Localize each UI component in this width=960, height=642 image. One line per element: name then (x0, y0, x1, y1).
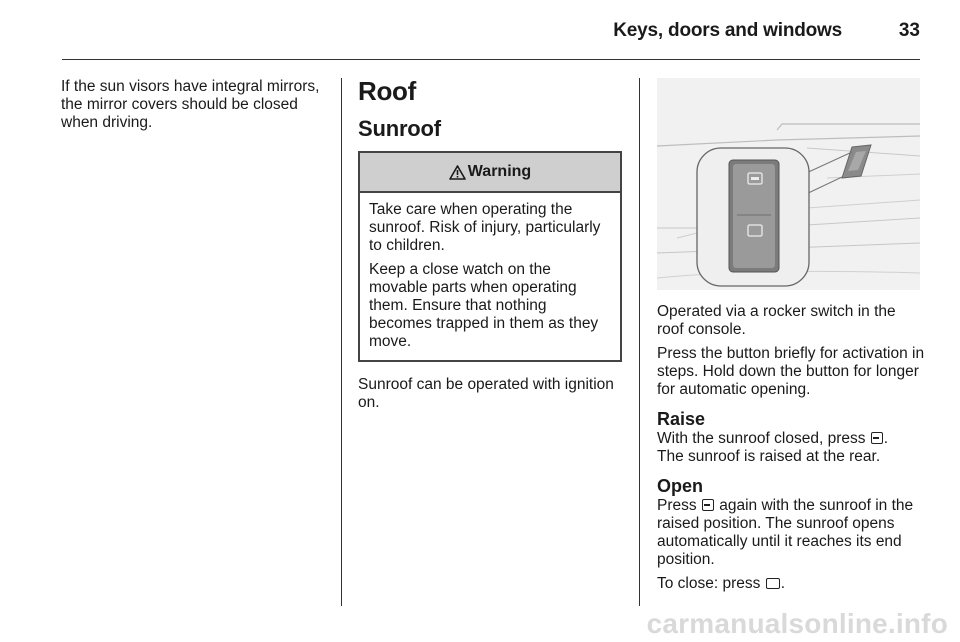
raise-button-icon (702, 499, 714, 511)
activation-paragraph: Press the button briefly for activation in steps. Hold down the button for longer for automatic opening. (657, 345, 925, 398)
open-text-start: Press (657, 497, 701, 514)
raise-text-end: . (883, 430, 889, 447)
column-right (657, 78, 925, 599)
header-rule (62, 59, 920, 60)
rocker-switch-illustration-icon (657, 78, 920, 290)
close-text-start: To close: press (657, 575, 765, 592)
page-number: 33 (898, 20, 920, 41)
warning-box (358, 151, 622, 362)
watermark: carmanualsonline.info (646, 608, 948, 639)
open-heading: Open (657, 476, 704, 496)
warning-paragraph-2: Keep a close watch on the movable parts when operating them. Ensure that nothing becomes trapped in them as they move. (369, 261, 599, 350)
open-text-end: again with the sunroof in the raised position. The sunroof opens automatically until it reaches its end position. (657, 497, 914, 568)
raise-paragraph (657, 430, 925, 466)
rocker-switch-figure (657, 78, 920, 290)
column-left (61, 78, 333, 138)
close-paragraph (657, 575, 925, 593)
raise-result-text: The sunroof is raised at the rear. (657, 448, 881, 465)
raise-heading: Raise (657, 409, 706, 429)
column-divider-left (341, 78, 342, 606)
section-title: Keys, doors and windows (613, 20, 842, 41)
raise-button-icon (871, 432, 883, 444)
column-divider-right (639, 78, 640, 606)
open-paragraph (657, 497, 925, 569)
warning-title: Warning (467, 163, 532, 180)
column-middle (358, 76, 624, 418)
raise-text-start: With the sunroof closed, press (657, 430, 870, 447)
ignition-paragraph: Sunroof can be operated with ignition on. (358, 376, 614, 411)
roof-heading: Roof (358, 76, 416, 106)
warning-body (360, 193, 620, 360)
sun-visor-paragraph: If the sun visors have integral mirrors, the mirror covers should be closed when driving. (61, 78, 320, 131)
warning-header (360, 153, 620, 193)
warning-paragraph-1: Take care when operating the sunroof. Risk of injury, particularly to children. (369, 201, 601, 254)
sunroof-heading: Sunroof (358, 116, 441, 141)
warning-triangle-icon (449, 165, 466, 180)
close-button-icon (766, 578, 780, 589)
close-text-end: . (780, 575, 785, 592)
rocker-switch-paragraph: Operated via a rocker switch in the roof console. (657, 303, 896, 338)
